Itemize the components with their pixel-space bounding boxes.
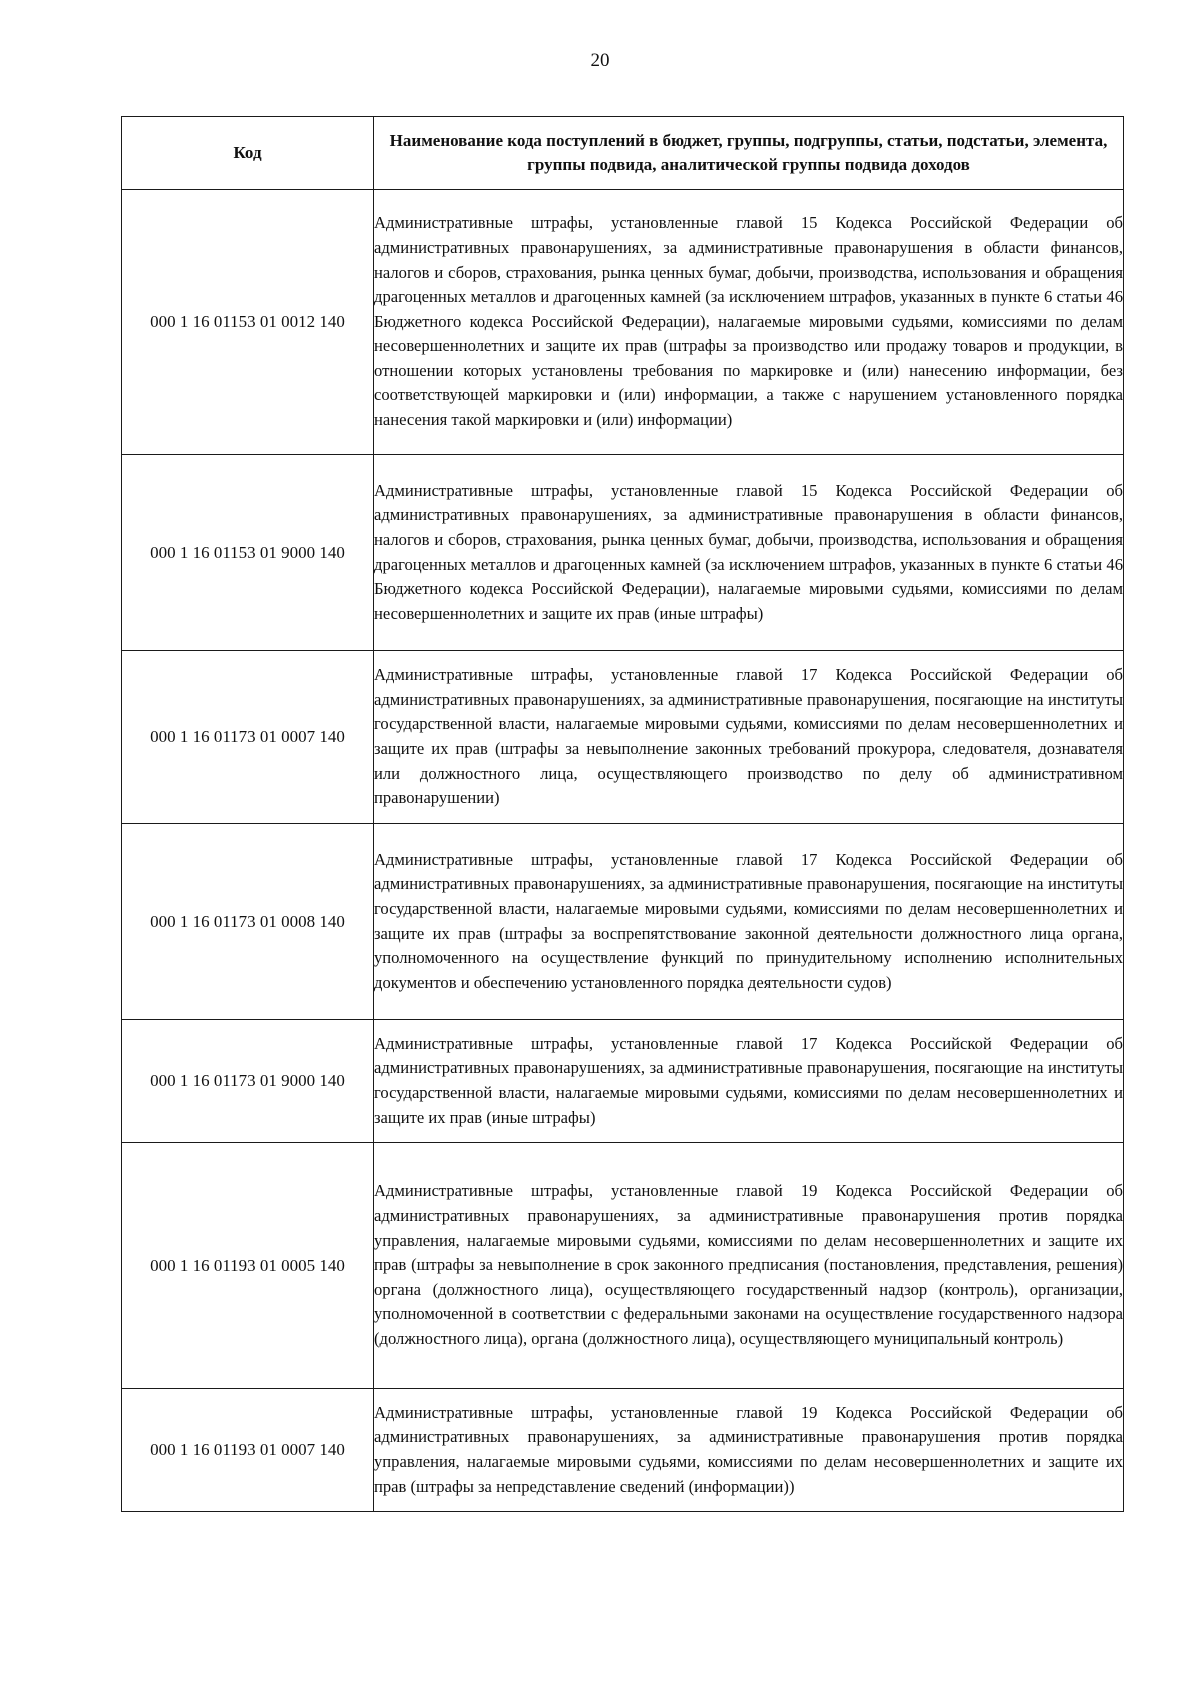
revenue-name-cell: Административные штрафы, установленные главой 17 Кодекса Российской Федерации об административных правонарушениях, за административные правонарушения, посягающие на институты государственной власти, налагаемые мировыми судьями, комиссиями по делам несовершеннолетних и защите их прав (иные штрафы) xyxy=(374,1020,1124,1143)
table-row xyxy=(122,1143,1124,1389)
revenue-code-cell: 000 1 16 01173 01 0007 140 xyxy=(122,651,374,824)
revenue-code-cell: 000 1 16 01173 01 9000 140 xyxy=(122,1020,374,1143)
revenue-name-cell: Административные штрафы, установленные главой 19 Кодекса Российской Федерации об административных правонарушениях, за административные правонарушения против порядка управления, налагаемые мировыми судьями, комиссиями по делам несовершеннолетних и защите их прав (штрафы за непредставление сведений (информации)) xyxy=(374,1389,1124,1512)
revenue-name-cell: Административные штрафы, установленные главой 15 Кодекса Российской Федерации об административных правонарушениях, за административные правонарушения в области финансов, налогов и сборов, страхования, рынка ценных бумаг, добычи, производства, использования и обращения драгоценных металлов и драгоценных камней (за исключением штрафов, указанных в пункте 6 статьи 46 Бюджетного кодекса Российской Федерации), налагаемые мировыми судьями, комиссиями по делам несовершеннолетних и защите их прав (иные штрафы) xyxy=(374,455,1124,651)
table-row xyxy=(122,1020,1124,1143)
table-row xyxy=(122,455,1124,651)
revenue-code-cell: 000 1 16 01153 01 0012 140 xyxy=(122,190,374,455)
revenue-code-cell: 000 1 16 01153 01 9000 140 xyxy=(122,455,374,651)
revenue-name-cell: Административные штрафы, установленные главой 17 Кодекса Российской Федерации об административных правонарушениях, за административные правонарушения, посягающие на институты государственной власти, налагаемые мировыми судьями, комиссиями по делам несовершеннолетних и защите их прав (штрафы за воспрепятствование законной деятельности должностного лица органа, уполномоченного на осуществление функций по принудительному исполнению исполнительных документов и обеспечению установленного порядка деятельности судов) xyxy=(374,824,1124,1020)
budget-code-table xyxy=(121,116,1124,1512)
table-row xyxy=(122,651,1124,824)
revenue-code-cell: 000 1 16 01193 01 0005 140 xyxy=(122,1143,374,1389)
revenue-name-cell: Административные штрафы, установленные главой 19 Кодекса Российской Федерации об административных правонарушениях, за административные правонарушения против порядка управления, налагаемые мировыми судьями, комиссиями по делам несовершеннолетних и защите их прав (штрафы за невыполнение в срок законного предписания (постановления, представления, решения) органа (должностного лица), осуществляющего государственный надзор (контроль), организации, уполномоченной в соответствии с федеральными законами на осуществление государственного надзора (должностного лица), органа (должностного лица), осуществляющего муниципальный контроль) xyxy=(374,1143,1124,1389)
revenue-code-cell: 000 1 16 01193 01 0007 140 xyxy=(122,1389,374,1512)
page-number: 20 xyxy=(590,50,610,71)
column-header-name: Наименование кода поступлений в бюджет, группы, подгруппы, статьи, подстатьи, элемента, группы подвида, аналитической группы подвида доходов xyxy=(374,117,1124,190)
revenue-code-cell: 000 1 16 01173 01 0008 140 xyxy=(122,824,374,1020)
revenue-name-cell: Административные штрафы, установленные главой 15 Кодекса Российской Федерации об административных правонарушениях, за административные правонарушения в области финансов, налогов и сборов, страхования, рынка ценных бумаг, добычи, производства, использования и обращения драгоценных металлов и драгоценных камней (за исключением штрафов, указанных в пункте 6 статьи 46 Бюджетного кодекса Российской Федерации), налагаемые мировыми судьями, комиссиями по делам несовершеннолетних и защите их прав (штрафы за производство или продажу товаров и продукции, в отношении которых установлены требования по маркировке и (или) нанесению информации, без соответствующей маркировки и (или) информации, а также с нарушением установленного порядка нанесения такой маркировки и (или) информации) xyxy=(374,190,1124,455)
column-header-code: Код xyxy=(122,117,374,190)
table-header-row xyxy=(122,117,1124,190)
table-row xyxy=(122,190,1124,455)
table-row xyxy=(122,1389,1124,1512)
revenue-name-cell: Административные штрафы, установленные главой 17 Кодекса Российской Федерации об административных правонарушениях, за административные правонарушения, посягающие на институты государственной власти, налагаемые мировыми судьями, комиссиями по делам несовершеннолетних и защите их прав (штрафы за невыполнение законных требований прокурора, следователя, дознавателя или должностного лица, осуществляющего производство по делу об административном правонарушении) xyxy=(374,651,1124,824)
table-row xyxy=(122,824,1124,1020)
